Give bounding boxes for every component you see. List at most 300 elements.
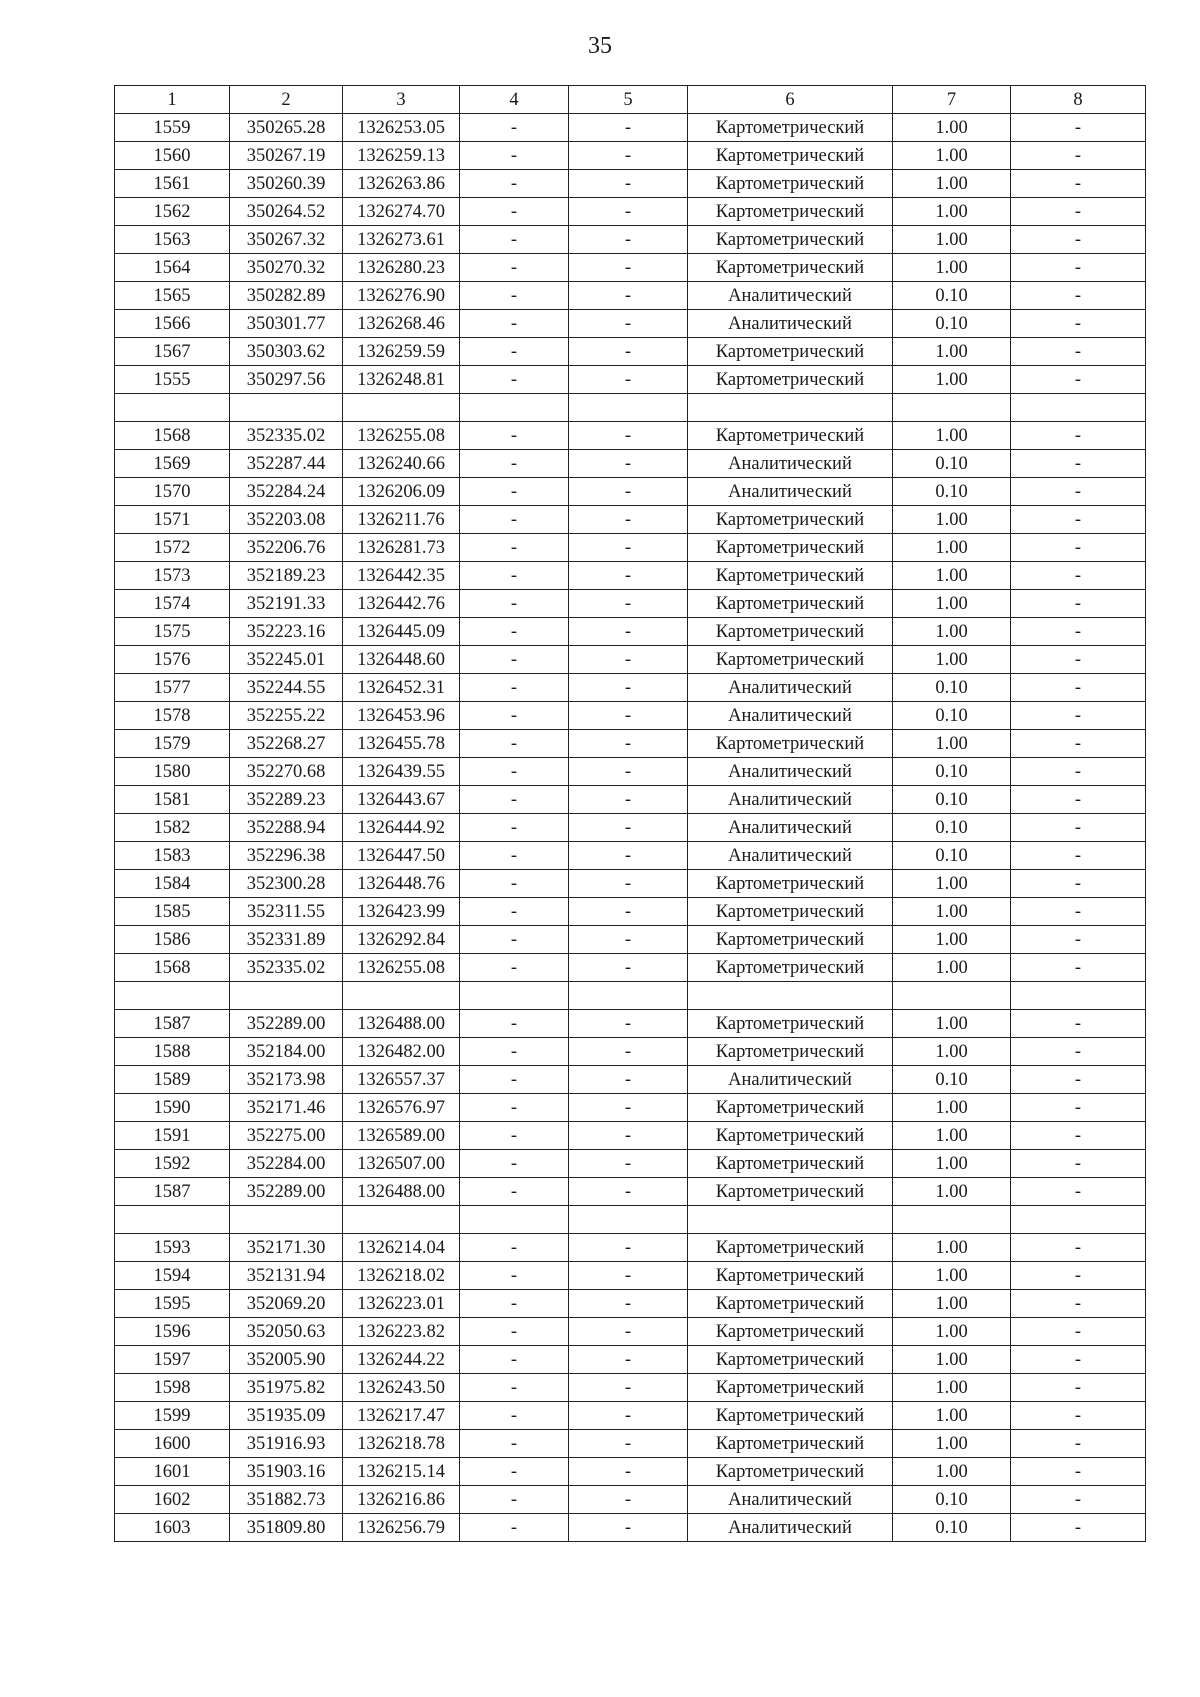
table-row [115, 702, 1146, 730]
column-8-cell: - [1011, 758, 1146, 786]
x-coordinate-cell [230, 982, 343, 1010]
column-4-cell: - [460, 310, 569, 338]
point-number-cell: 1591 [115, 1122, 230, 1150]
method-cell: Аналитический [688, 842, 893, 870]
x-coordinate-cell: 352287.44 [230, 450, 343, 478]
column-8-cell: - [1011, 1178, 1146, 1206]
column-4-cell: - [460, 926, 569, 954]
method-cell: Картометрический [688, 114, 893, 142]
column-8-cell: - [1011, 842, 1146, 870]
x-coordinate-cell: 350267.32 [230, 226, 343, 254]
method-cell: Картометрический [688, 1458, 893, 1486]
table-row [115, 366, 1146, 394]
y-coordinate-cell: 1326589.00 [343, 1122, 460, 1150]
column-8-cell: - [1011, 366, 1146, 394]
point-number-cell: 1599 [115, 1402, 230, 1430]
column-5-cell [569, 982, 688, 1010]
column-8-cell: - [1011, 198, 1146, 226]
y-coordinate-cell: 1326259.59 [343, 338, 460, 366]
x-coordinate-cell: 352050.63 [230, 1318, 343, 1346]
column-4-cell: - [460, 1094, 569, 1122]
method-cell: Аналитический [688, 814, 893, 842]
column-8-cell: - [1011, 310, 1146, 338]
header-cell-2: 2 [230, 86, 343, 114]
x-coordinate-cell: 350297.56 [230, 366, 343, 394]
point-number-cell: 1583 [115, 842, 230, 870]
table-row [115, 842, 1146, 870]
point-number-cell: 1555 [115, 366, 230, 394]
y-coordinate-cell: 1326443.67 [343, 786, 460, 814]
table-row [115, 1262, 1146, 1290]
table-row [115, 1346, 1146, 1374]
method-cell: Картометрический [688, 198, 893, 226]
x-coordinate-cell: 351935.09 [230, 1402, 343, 1430]
y-coordinate-cell: 1326268.46 [343, 310, 460, 338]
y-coordinate-cell: 1326211.76 [343, 506, 460, 534]
x-coordinate-cell: 352296.38 [230, 842, 343, 870]
column-8-cell: - [1011, 786, 1146, 814]
method-cell: Картометрический [688, 590, 893, 618]
method-cell: Картометрический [688, 534, 893, 562]
accuracy-cell: 1.00 [893, 506, 1011, 534]
x-coordinate-cell: 350301.77 [230, 310, 343, 338]
column-4-cell: - [460, 282, 569, 310]
point-number-cell: 1565 [115, 282, 230, 310]
point-number-cell: 1585 [115, 898, 230, 926]
point-number-cell: 1600 [115, 1430, 230, 1458]
accuracy-cell: 1.00 [893, 1234, 1011, 1262]
header-cell-6: 6 [688, 86, 893, 114]
y-coordinate-cell: 1326444.92 [343, 814, 460, 842]
column-5-cell: - [569, 506, 688, 534]
method-cell: Картометрический [688, 618, 893, 646]
x-coordinate-cell [230, 1206, 343, 1234]
accuracy-cell: 0.10 [893, 1066, 1011, 1094]
column-4-cell: - [460, 814, 569, 842]
method-cell: Картометрический [688, 646, 893, 674]
column-4-cell: - [460, 1486, 569, 1514]
x-coordinate-cell: 352335.02 [230, 422, 343, 450]
accuracy-cell: 1.00 [893, 1290, 1011, 1318]
table-row [115, 142, 1146, 170]
column-4-cell: - [460, 646, 569, 674]
column-4-cell: - [460, 562, 569, 590]
accuracy-cell: 1.00 [893, 1430, 1011, 1458]
point-number-cell: 1568 [115, 422, 230, 450]
y-coordinate-cell: 1326215.14 [343, 1458, 460, 1486]
table-row [115, 1318, 1146, 1346]
method-cell: Картометрический [688, 1122, 893, 1150]
point-number-cell: 1597 [115, 1346, 230, 1374]
x-coordinate-cell: 352270.68 [230, 758, 343, 786]
method-cell: Картометрический [688, 254, 893, 282]
x-coordinate-cell: 352173.98 [230, 1066, 343, 1094]
x-coordinate-cell: 350260.39 [230, 170, 343, 198]
method-cell: Картометрический [688, 1402, 893, 1430]
accuracy-cell: 1.00 [893, 338, 1011, 366]
column-5-cell: - [569, 1458, 688, 1486]
column-8-cell: - [1011, 226, 1146, 254]
header-row [115, 86, 1146, 114]
table-row [115, 814, 1146, 842]
table-row [115, 870, 1146, 898]
table-body [115, 114, 1146, 1542]
column-8-cell: - [1011, 1430, 1146, 1458]
separator-row [115, 1206, 1146, 1234]
point-number-cell: 1571 [115, 506, 230, 534]
y-coordinate-cell: 1326439.55 [343, 758, 460, 786]
point-number-cell: 1572 [115, 534, 230, 562]
column-5-cell: - [569, 226, 688, 254]
accuracy-cell: 1.00 [893, 954, 1011, 982]
x-coordinate-cell: 352331.89 [230, 926, 343, 954]
method-cell: Аналитический [688, 282, 893, 310]
method-cell: Картометрический [688, 1178, 893, 1206]
point-number-cell: 1559 [115, 114, 230, 142]
table-row [115, 1458, 1146, 1486]
column-5-cell: - [569, 730, 688, 758]
y-coordinate-cell: 1326423.99 [343, 898, 460, 926]
column-8-cell: - [1011, 954, 1146, 982]
accuracy-cell: 0.10 [893, 786, 1011, 814]
header-cell-4: 4 [460, 86, 569, 114]
column-5-cell: - [569, 170, 688, 198]
column-4-cell: - [460, 1430, 569, 1458]
table-row [115, 646, 1146, 674]
column-4-cell: - [460, 1402, 569, 1430]
column-8-cell: - [1011, 338, 1146, 366]
column-4-cell: - [460, 478, 569, 506]
table-row [115, 534, 1146, 562]
method-cell: Картометрический [688, 1234, 893, 1262]
column-4-cell: - [460, 842, 569, 870]
column-4-cell: - [460, 954, 569, 982]
accuracy-cell: 1.00 [893, 1038, 1011, 1066]
column-4-cell: - [460, 198, 569, 226]
point-number-cell: 1567 [115, 338, 230, 366]
x-coordinate-cell: 352311.55 [230, 898, 343, 926]
point-number-cell: 1596 [115, 1318, 230, 1346]
x-coordinate-cell: 352223.16 [230, 618, 343, 646]
column-8-cell: - [1011, 1122, 1146, 1150]
page-number: 35 [588, 33, 612, 59]
column-4-cell: - [460, 702, 569, 730]
table-row [115, 1486, 1146, 1514]
y-coordinate-cell: 1326447.50 [343, 842, 460, 870]
point-number-cell: 1566 [115, 310, 230, 338]
accuracy-cell: 1.00 [893, 870, 1011, 898]
column-8-cell: - [1011, 1290, 1146, 1318]
y-coordinate-cell: 1326218.78 [343, 1430, 460, 1458]
x-coordinate-cell: 350282.89 [230, 282, 343, 310]
table-row [115, 954, 1146, 982]
x-coordinate-cell: 351882.73 [230, 1486, 343, 1514]
column-5-cell: - [569, 1514, 688, 1542]
x-coordinate-cell: 352171.46 [230, 1094, 343, 1122]
accuracy-cell: 1.00 [893, 114, 1011, 142]
column-4-cell: - [460, 758, 569, 786]
column-4-cell: - [460, 338, 569, 366]
point-number-cell: 1586 [115, 926, 230, 954]
table-row [115, 1150, 1146, 1178]
method-cell: Аналитический [688, 1486, 893, 1514]
y-coordinate-cell: 1326253.05 [343, 114, 460, 142]
point-number-cell: 1582 [115, 814, 230, 842]
method-cell: Картометрический [688, 898, 893, 926]
method-cell: Картометрический [688, 954, 893, 982]
table-row [115, 730, 1146, 758]
y-coordinate-cell [343, 1206, 460, 1234]
column-4-cell: - [460, 450, 569, 478]
column-8-cell [1011, 982, 1146, 1010]
x-coordinate-cell: 351809.80 [230, 1514, 343, 1542]
column-5-cell: - [569, 842, 688, 870]
x-coordinate-cell: 350267.19 [230, 142, 343, 170]
method-cell: Картометрический [688, 338, 893, 366]
x-coordinate-cell [230, 394, 343, 422]
column-8-cell: - [1011, 1234, 1146, 1262]
column-8-cell: - [1011, 254, 1146, 282]
column-4-cell: - [460, 366, 569, 394]
column-4-cell: - [460, 1178, 569, 1206]
separator-row [115, 394, 1146, 422]
method-cell: Картометрический [688, 1094, 893, 1122]
y-coordinate-cell: 1326452.31 [343, 674, 460, 702]
column-8-cell: - [1011, 1458, 1146, 1486]
table-row [115, 114, 1146, 142]
point-number-cell: 1573 [115, 562, 230, 590]
column-4-cell: - [460, 114, 569, 142]
x-coordinate-cell: 350264.52 [230, 198, 343, 226]
column-4-cell: - [460, 422, 569, 450]
y-coordinate-cell: 1326280.23 [343, 254, 460, 282]
column-5-cell: - [569, 1234, 688, 1262]
accuracy-cell: 0.10 [893, 674, 1011, 702]
method-cell: Картометрический [688, 1374, 893, 1402]
point-number-cell: 1579 [115, 730, 230, 758]
method-cell: Картометрический [688, 870, 893, 898]
method-cell: Аналитический [688, 702, 893, 730]
accuracy-cell: 1.00 [893, 1150, 1011, 1178]
column-8-cell: - [1011, 170, 1146, 198]
point-number-cell: 1568 [115, 954, 230, 982]
column-5-cell: - [569, 590, 688, 618]
accuracy-cell: 1.00 [893, 1346, 1011, 1374]
column-8-cell: - [1011, 590, 1146, 618]
coordinates-table [114, 85, 1146, 1542]
table-row [115, 1010, 1146, 1038]
accuracy-cell: 0.10 [893, 450, 1011, 478]
column-4-cell: - [460, 730, 569, 758]
column-8-cell: - [1011, 1402, 1146, 1430]
column-8-cell: - [1011, 282, 1146, 310]
x-coordinate-cell: 352069.20 [230, 1290, 343, 1318]
column-5-cell: - [569, 1374, 688, 1402]
accuracy-cell: 0.10 [893, 1486, 1011, 1514]
table-row [115, 786, 1146, 814]
point-number-cell: 1584 [115, 870, 230, 898]
y-coordinate-cell: 1326255.08 [343, 954, 460, 982]
column-5-cell: - [569, 786, 688, 814]
table-row [115, 926, 1146, 954]
accuracy-cell: 0.10 [893, 310, 1011, 338]
column-5-cell: - [569, 366, 688, 394]
point-number-cell: 1587 [115, 1010, 230, 1038]
column-5-cell: - [569, 674, 688, 702]
header-cell-5: 5 [569, 86, 688, 114]
y-coordinate-cell: 1326281.73 [343, 534, 460, 562]
column-4-cell: - [460, 1346, 569, 1374]
method-cell: Аналитический [688, 1514, 893, 1542]
point-number-cell: 1576 [115, 646, 230, 674]
accuracy-cell: 1.00 [893, 1094, 1011, 1122]
x-coordinate-cell: 351975.82 [230, 1374, 343, 1402]
method-cell: Аналитический [688, 310, 893, 338]
accuracy-cell: 1.00 [893, 534, 1011, 562]
column-5-cell: - [569, 1290, 688, 1318]
y-coordinate-cell: 1326557.37 [343, 1066, 460, 1094]
y-coordinate-cell: 1326488.00 [343, 1010, 460, 1038]
column-5-cell: - [569, 1346, 688, 1374]
point-number-cell: 1574 [115, 590, 230, 618]
y-coordinate-cell: 1326274.70 [343, 198, 460, 226]
method-cell: Картометрический [688, 562, 893, 590]
table-row [115, 618, 1146, 646]
table-row [115, 1514, 1146, 1542]
point-number-cell: 1575 [115, 618, 230, 646]
column-5-cell: - [569, 870, 688, 898]
column-8-cell: - [1011, 562, 1146, 590]
x-coordinate-cell: 351916.93 [230, 1430, 343, 1458]
table-row [115, 198, 1146, 226]
accuracy-cell: 1.00 [893, 646, 1011, 674]
point-number-cell: 1601 [115, 1458, 230, 1486]
accuracy-cell: 1.00 [893, 1178, 1011, 1206]
column-8-cell: - [1011, 926, 1146, 954]
point-number-cell: 1602 [115, 1486, 230, 1514]
column-8-cell: - [1011, 1486, 1146, 1514]
column-5-cell: - [569, 1038, 688, 1066]
column-4-cell: - [460, 786, 569, 814]
column-8-cell: - [1011, 674, 1146, 702]
table-row [115, 170, 1146, 198]
accuracy-cell: 1.00 [893, 170, 1011, 198]
y-coordinate-cell: 1326442.35 [343, 562, 460, 590]
column-8-cell: - [1011, 142, 1146, 170]
table-row [115, 1374, 1146, 1402]
column-4-cell [460, 1206, 569, 1234]
accuracy-cell: 1.00 [893, 730, 1011, 758]
column-4-cell: - [460, 618, 569, 646]
y-coordinate-cell: 1326243.50 [343, 1374, 460, 1402]
accuracy-cell: 1.00 [893, 254, 1011, 282]
header-cell-7: 7 [893, 86, 1011, 114]
column-5-cell: - [569, 534, 688, 562]
table-row [115, 422, 1146, 450]
accuracy-cell: 0.10 [893, 758, 1011, 786]
column-5-cell: - [569, 1094, 688, 1122]
y-coordinate-cell: 1326217.47 [343, 1402, 460, 1430]
accuracy-cell: 1.00 [893, 898, 1011, 926]
column-5-cell [569, 394, 688, 422]
column-8-cell: - [1011, 646, 1146, 674]
accuracy-cell: 1.00 [893, 1318, 1011, 1346]
accuracy-cell: 1.00 [893, 1010, 1011, 1038]
header-cell-8: 8 [1011, 86, 1146, 114]
accuracy-cell [893, 982, 1011, 1010]
point-number-cell [115, 982, 230, 1010]
column-8-cell: - [1011, 1346, 1146, 1374]
accuracy-cell: 1.00 [893, 1402, 1011, 1430]
method-cell: Аналитический [688, 478, 893, 506]
table-row [115, 590, 1146, 618]
column-4-cell: - [460, 1150, 569, 1178]
x-coordinate-cell: 352131.94 [230, 1262, 343, 1290]
column-8-cell: - [1011, 1318, 1146, 1346]
x-coordinate-cell: 352245.01 [230, 646, 343, 674]
method-cell: Аналитический [688, 674, 893, 702]
point-number-cell: 1560 [115, 142, 230, 170]
accuracy-cell: 1.00 [893, 618, 1011, 646]
column-8-cell: - [1011, 1010, 1146, 1038]
y-coordinate-cell: 1326259.13 [343, 142, 460, 170]
column-5-cell: - [569, 562, 688, 590]
column-8-cell: - [1011, 1038, 1146, 1066]
column-8-cell: - [1011, 1094, 1146, 1122]
column-5-cell: - [569, 646, 688, 674]
x-coordinate-cell: 352284.24 [230, 478, 343, 506]
table-row [115, 1402, 1146, 1430]
accuracy-cell [893, 394, 1011, 422]
table-row [115, 1290, 1146, 1318]
point-number-cell: 1593 [115, 1234, 230, 1262]
column-4-cell: - [460, 1234, 569, 1262]
y-coordinate-cell: 1326206.09 [343, 478, 460, 506]
table-row [115, 1094, 1146, 1122]
column-5-cell: - [569, 954, 688, 982]
y-coordinate-cell: 1326482.00 [343, 1038, 460, 1066]
accuracy-cell: 1.00 [893, 926, 1011, 954]
y-coordinate-cell: 1326448.60 [343, 646, 460, 674]
method-cell: Аналитический [688, 1066, 893, 1094]
accuracy-cell: 1.00 [893, 590, 1011, 618]
column-4-cell: - [460, 1038, 569, 1066]
table-row [115, 282, 1146, 310]
column-4-cell: - [460, 1066, 569, 1094]
method-cell: Аналитический [688, 450, 893, 478]
y-coordinate-cell: 1326276.90 [343, 282, 460, 310]
table-row [115, 1038, 1146, 1066]
column-8-cell: - [1011, 1262, 1146, 1290]
method-cell: Картометрический [688, 1430, 893, 1458]
x-coordinate-cell: 352191.33 [230, 590, 343, 618]
y-coordinate-cell: 1326240.66 [343, 450, 460, 478]
point-number-cell: 1564 [115, 254, 230, 282]
table-row [115, 310, 1146, 338]
column-5-cell: - [569, 814, 688, 842]
x-coordinate-cell: 352255.22 [230, 702, 343, 730]
point-number-cell: 1577 [115, 674, 230, 702]
accuracy-cell: 1.00 [893, 1262, 1011, 1290]
y-coordinate-cell: 1326442.76 [343, 590, 460, 618]
y-coordinate-cell: 1326218.02 [343, 1262, 460, 1290]
column-4-cell: - [460, 506, 569, 534]
table-row [115, 1122, 1146, 1150]
accuracy-cell: 1.00 [893, 142, 1011, 170]
x-coordinate-cell: 352289.23 [230, 786, 343, 814]
column-5-cell: - [569, 1318, 688, 1346]
column-5-cell: - [569, 1010, 688, 1038]
